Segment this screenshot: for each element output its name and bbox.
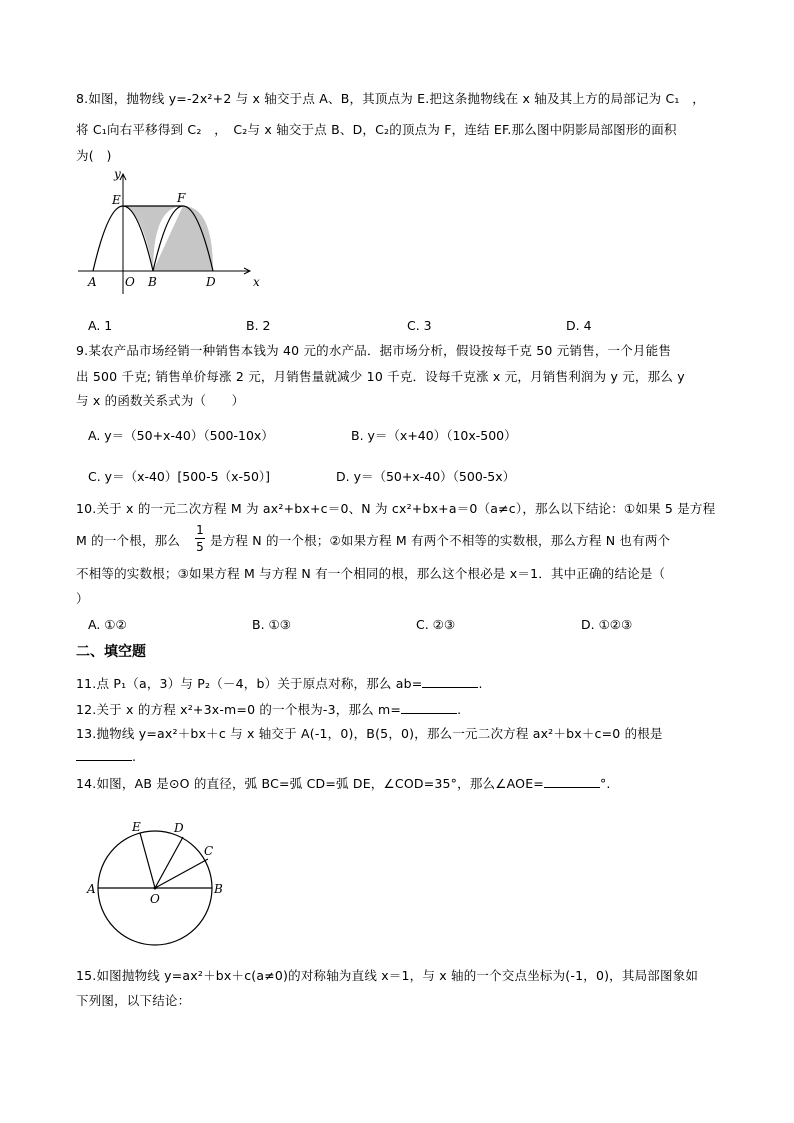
q9-option-c[interactable]: C. y＝（x-40）[500-5（x-50）] bbox=[88, 469, 271, 484]
q10-fraction-bar bbox=[195, 538, 205, 539]
q14-label-o: O bbox=[150, 892, 160, 906]
q14-radius-oe bbox=[140, 833, 155, 888]
q8-label-a: A bbox=[88, 275, 97, 289]
q13-answer-blank[interactable] bbox=[76, 750, 132, 761]
q13-line-2 bbox=[76, 749, 136, 765]
q13-end: . bbox=[132, 749, 137, 764]
q9-line-3: 与 x 的函数关系式为（ ） bbox=[76, 393, 245, 408]
q8-label-y: y bbox=[114, 167, 121, 181]
q13-line-1: 13.抛物线 y=ax²＋bx＋c 与 x 轴交于 A(-1，0)，B(5，0)，那么一元二次方程 ax²＋bx＋c=0 的根是 bbox=[76, 726, 663, 741]
q8-option-a[interactable]: A. 1 bbox=[88, 318, 113, 333]
q10-line-4: ） bbox=[76, 591, 89, 606]
q14-text: 14.如图，AB 是⊙O 的直径，弧 BC=弧 CD=弧 DE，∠COD=35°，那么∠AOE= bbox=[76, 776, 544, 791]
q12-end: . bbox=[457, 702, 462, 717]
q11-line bbox=[76, 676, 483, 692]
q10-option-c[interactable]: C. ②③ bbox=[416, 617, 456, 632]
q10-line-2b: 是方程 N 的一个根；②如果方程 M 有两个不相等的实数根，那么方程 N 也有两个 bbox=[210, 533, 671, 548]
q10-option-a[interactable]: A. ①② bbox=[88, 617, 127, 632]
q12-answer-blank[interactable] bbox=[401, 703, 457, 714]
q8-option-b[interactable]: B. 2 bbox=[246, 318, 271, 333]
q10-fraction-denominator: 5 bbox=[196, 540, 204, 554]
q14-label-e: E bbox=[132, 820, 141, 834]
q8-label-o: O bbox=[125, 275, 135, 289]
q9-option-d[interactable]: D. y＝（50+x-40）（500-5x） bbox=[336, 469, 516, 484]
q14-label-a: A bbox=[87, 882, 96, 896]
section-heading-fill-blank: 二、填空题 bbox=[76, 644, 146, 660]
q9-option-a[interactable]: A. y＝（50+x-40）（500-10x） bbox=[88, 428, 274, 443]
q14-end: °. bbox=[599, 776, 611, 791]
q10-fraction-numerator: 1 bbox=[196, 523, 204, 537]
q15-line-2: 下列图，以下结论： bbox=[76, 993, 191, 1008]
q11-end: . bbox=[478, 676, 483, 691]
q8-label-e: E bbox=[112, 193, 121, 207]
q15-line-1: 15.如图抛物线 y=ax²＋bx＋c(a≠0)的对称轴为直线 x＝1，与 x 轴的一个交点坐标为(-1，0)，其局部图象如 bbox=[76, 968, 699, 983]
q9-line-2: 出 500 千克; 销售单价每涨 2 元，月销售量就减少 10 千克．设每千克涨 x 元，月销售利润为 y 元，那么 y bbox=[76, 369, 685, 384]
q9-option-b[interactable]: B. y＝（x+40）（10x-500） bbox=[351, 428, 517, 443]
q14-center-point bbox=[154, 887, 157, 890]
q8-line-3: 为( ) bbox=[76, 148, 112, 163]
q8-option-d[interactable]: D. 4 bbox=[566, 318, 592, 333]
q10-line-3: 不相等的实数根；③如果方程 M 与方程 N 有一个相同的根，那么这个根必是 x＝1．其中正确的结论是（ bbox=[76, 566, 666, 581]
q11-answer-blank[interactable] bbox=[422, 677, 478, 688]
q8-line-1: 8.如图，抛物线 y=-2x²+2 与 x 轴交于点 A、B，其顶点为 E.把这条抛物线在 x 轴及其上方的局部记为 C₁ ， bbox=[76, 91, 705, 106]
q14-label-b: B bbox=[214, 882, 223, 896]
q12-line bbox=[76, 702, 461, 718]
q14-label-d: D bbox=[174, 821, 184, 835]
q9-line-1: 9.某农产品市场经销一种销售本钱为 40 元的水产品．据市场分析，假设按每千克 50 元销售，一个月能售 bbox=[76, 343, 672, 358]
q10-line-2a: M 的一个根，那么 bbox=[76, 533, 181, 548]
q8-label-b: B bbox=[148, 275, 157, 289]
q8-option-c[interactable]: C. 3 bbox=[407, 318, 432, 333]
q8-label-d: D bbox=[206, 275, 216, 289]
q14-label-c: C bbox=[204, 844, 214, 858]
q11-text: 11.点 P₁（a，3）与 P₂（－4，b）关于原点对称，那么 ab= bbox=[76, 676, 423, 691]
q12-text: 12.关于 x 的方程 x²+3x-m=0 的一个根为-3，那么 m= bbox=[76, 702, 402, 717]
q10-option-d[interactable]: D. ①②③ bbox=[581, 617, 633, 632]
q10-option-b[interactable]: B. ①③ bbox=[252, 617, 291, 632]
q10-line-1: 10.关于 x 的一元二次方程 M 为 ax²+bx+c＝0、N 为 cx²+bx+a＝0（a≠c），那么以下结论：①如果 5 是方程 bbox=[76, 501, 716, 516]
q8-line-2: 将 C₁向右平移得到 C₂ ， C₂与 x 轴交于点 B、D，C₂的顶点为 F，连结 EF.那么图中阴影局部图形的面积 bbox=[76, 122, 677, 137]
q14-circle-figure bbox=[84, 815, 234, 950]
q8-parabola-figure bbox=[70, 166, 270, 296]
q14-line bbox=[76, 776, 611, 792]
q8-label-x: x bbox=[253, 275, 260, 289]
q14-answer-blank[interactable] bbox=[544, 777, 600, 788]
q8-label-f: F bbox=[177, 191, 186, 205]
